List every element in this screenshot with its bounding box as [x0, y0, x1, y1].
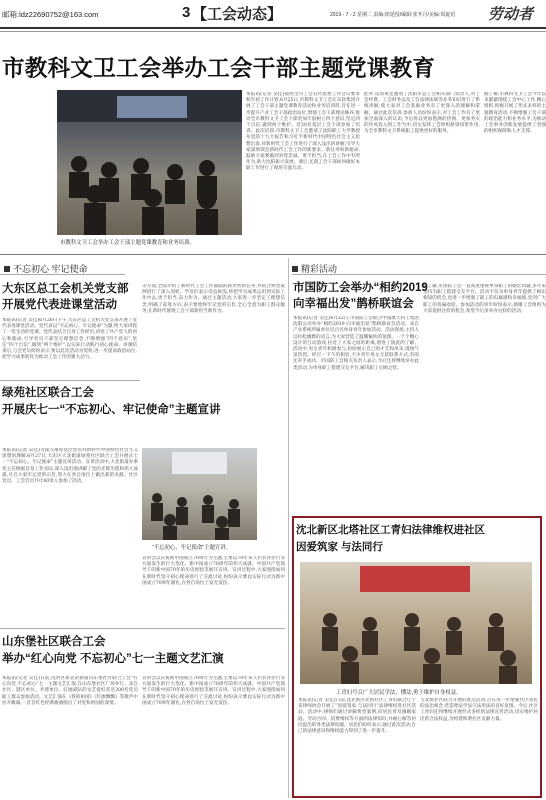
story3-headline-line1: 山东堡社区联合工会: [2, 636, 106, 648]
story2-headline-line2: 开展庆七一“不忘初心、牢记使命”主题宣讲: [2, 404, 221, 416]
date-line: 2019 - 7 - 2 星期二 责编:徐延悦/编辑:张冬月/美编:周旋语: [330, 12, 456, 18]
story5-headline-line2: 因爱筑家 与法同行: [296, 541, 383, 553]
left-section-rule: [0, 274, 125, 275]
column-separator: [288, 258, 289, 798]
lead-bottom-divider: [0, 254, 546, 255]
story1-body: 本报讯(记者 吴佳)6月26日下午,大东区总工会机关党支部开展了党代表进课堂活动。党代表以“不忘初心、牢记使命”为题,给大家讲授了一堂生动的党课。党代表结合自身工作经历,讲述了共产党人的初心和使命,引导党员干部坚定理想信念,不断增强“四个意识”,坚定“四个自信”,做到“两个维护”,以实际行动践行初心使命。讲课结束后,与会党员纷纷表示,要以此次活动为契机,进一步提高政治站位,把学习成果转化为推动工会工作的强大动力。: [2, 318, 137, 361]
story4-body: 本报讯(记者 吴佳)6月22日,市国防工会联合中国航天科工集团沈阳公司举办“相约2019 向幸福出发”鹊桥联谊会活动。来自产业系统所属单位近百名单身青年参加活动。活动现场,主持人以轻松幽默的语言,为大家营造了温馨愉快的氛围。一个个精心设计的互动游戏,拉近了大家之间的距离,增进了彼此的了解。活动中,男女青年积极参与,纷纷展示自己的才艺和风采,现场气氛热烈。经过一下午的相处,不少青年男女互留联系方式,有的还牵手成功。市国防工会相关负责人表示,今后还将继续举办此类活动,为单身职工搭建交友平台,解决职工后顾之忧。: [293, 316, 419, 371]
story5-photo: [300, 562, 532, 684]
masthead-divider-thin: [0, 31, 546, 32]
story2-headline-line1: 绿苑社区联合工会: [2, 387, 94, 399]
masthead-divider: [0, 27, 546, 29]
masthead-logo: 劳动者: [488, 5, 534, 23]
story2-body: 本报讯(记者 吴佳)为深入推进基层党员对新时代中国特色社会主义思想的理解,6月27日,大东区大北街道绿苑社区联合工会开展庆七一“不忘初心、牢记使命”主题宣讲活动。宣讲活动中,大北街道办事处主任根据自身工作实际,深入浅出地讲解了党的光辉历程和伟大成就,号召大家牢记党的宗旨,努力在各自岗位上做出新的贡献。社区党员、工会会员共计60余人参加了活动。: [2, 448, 138, 485]
story2-photo: [142, 448, 257, 540]
story3-body-col2: 宣讲会以庆祝新中国成立70周年为主题,主要以70年来人们衣食住行等方面发生的巨大变化、新中国成立70周年的伟大成就、中国共产党领导下的新中国70年的历史经验等展开宣讲。宣讲过程中,大家围绕如何在新时代坚守初心使命进行了交流讨论,纷纷表示要以实际行动为新中国成立70周年献礼,在各自岗位上发光发热。: [142, 676, 285, 706]
story4-headline: [293, 280, 428, 312]
story1-headline-line2: 开展党代表进课堂活动: [2, 299, 117, 311]
lead-body-col2: 此外,培训班还邀请了沈阳市总工会相关部门负责人,对工会经费、工会财务以及工会法律法规等业务知识进行了系统讲解,使大家对工会基础业务有了更深入的理解和掌握。通过此次培训,参训人员纷纷表示,对工会工作有了更加全面深入的认识,今后将以更加饱满的热情、更加务实的作风投入到工作当中,切实发挥工会组织桥梁纽带作用,为全市教科文卫系统职工提供更好的服务。: [364, 92, 480, 135]
right-section-rule: [292, 274, 546, 275]
lead-photo-caption: 市教科文卫工会举办工会干部主题党课教育和业务培训。: [60, 240, 195, 246]
story5-photo-caption: 工青妇号召广大居民学法、懂法,勇于维护自身权益。: [336, 690, 462, 696]
lead-photo: [57, 90, 242, 235]
story5-box: [292, 516, 542, 798]
left-section-label-text: 不忘初心 牢记使命: [13, 264, 88, 274]
story2-photo-caption: “不忘初心、牢记使命”主题宣讲。: [152, 545, 232, 551]
right-section-label-text: 精彩活动: [301, 264, 338, 274]
story5-headline-line1: 沈北新区北塔社区工青妇法律维权进社区: [296, 524, 485, 536]
section-marker-icon: [4, 266, 10, 272]
mid-col-body-a: 等方面,全面介绍了新时代工会工作面临的新形势新任务,并结合典型案例进行了深入剖析。学员们表示受益匪浅,将把学习成果运用到实际工作中去,勇于担当,奋力作为。通过主题活动,大家进一步坚定了理想信念,明确了前进方向,表示要始终牢记党的宗旨,全心全意为职工群众服务,在新时代展现工会干部新担当新作为。: [142, 284, 285, 314]
story3-body: 本报讯(记者 吴佳)日前,沈河区新北站街道山东堡社区联合工会“红心向党 不忘初心”七一主题文艺汇演,在山东堡社区广场举行。来自社区、辖区单位、共建单位、驻地部队的文艺爱好者近200名党员职工群众参加活动。文艺汇演在《我的祖国》《红旗飘飘》等歌声中拉开帷幕,一首首红色经典歌曲唱出了对党和祖国的深情。: [2, 676, 138, 706]
lead-body-col1: 本报讯(记者 吴佳)按照全市工会宣传思想工作会议要求和年初工作计划,6月25日,市教科文卫工会在东软集团开展了工会干部主题党课教育活动和业务培训班,旨在进一步提升产业工会干部政治站位,增强工会干部理论修养,推动全市教科文卫工会干部更加牢固树立四个意识,坚定四个自信,做到两个维护。近30名基层工会干部参加了培训。此次培训,市教科文卫工会邀请了沈阳职工大学教授从党的十九大报告和习近平新时代中国特色社会主义思想出发,对新时代工会工作进行了深入浅出的讲解,引导大家深刻领会新时代工会工作的新要求、新任务和新使命,鼓励大家要做到对党忠诚、勇于担当,在工会工作中有所作为,助力沈阳振兴发展。课后,还就工会干部如何做好本职工作进行了现场交流互动。: [246, 92, 360, 172]
story4-headline-line1: 市国防工会举办“相约2019: [293, 282, 428, 294]
lead-headline: 市教科文卫工会举办工会干部主题党课教育: [2, 56, 436, 81]
story4-body-col2: 据了解,市国防工会一直高度重视单身职工的婚恋问题,多年来坚持为职工搭建交友平台。活动不仅为单身青年提供了相识相知的机会,也进一步增强了职工的归属感和幸福感,受到广大职工的普遍欢迎。参加活动的青年纷纷表示,感谢工会组织为大家提供这样的机会,希望今后多举办这样的活动。: [423, 284, 546, 314]
story5-body: 本报讯(记者 吴佳)日前,沈北新区北塔社区工青妇联合辽宁省律师协会开展了“因爱筑家 与法同行”法律维权进社区活动。活动中,律师们通过讲解典型案例,向居民普及婚姻家庭、劳动合同、消费维权等方面的法律知识,并耐心解答居民提出的各类法律问题。居民们纷纷表示,通过此次活动,自己的法律意识和维权能力得到了进一步提升。: [298, 698, 416, 735]
lead-photo-image: [57, 90, 242, 235]
story1-divider: [0, 380, 140, 381]
story3-headline: [2, 634, 224, 668]
story3-headline-line2: 举办“红心向党 不忘初心”七一主题文艺汇演: [2, 653, 224, 665]
masthead: [0, 0, 546, 26]
lead-body-col3: 据了解,市教科文卫工会今年以来紧紧围绕工会中心工作,精心组织,积极开展了形式多样的主题教育活动,不断增强工会干部的政治能力和业务水平,为推动工会事业创新发展提供了坚强的组织保障和人才支撑。: [484, 92, 546, 135]
story5-body-col2: 与北塔社区联合开展的此次活动,旨在进一步增强社区居民的法治观念,营造尊法学法守法用法的良好氛围。今后,社区工青妇还将继续开展形式多样的法律宣传活动,切实维护居民的合法权益,为构建和谐社区贡献力量。: [420, 698, 538, 722]
section-title: 【工会动态】: [192, 6, 283, 23]
story4-headline-line2: 向幸福出发”鹊桥联谊会: [293, 298, 414, 310]
mid-col-body-b: 宣讲会以庆祝新中国成立70周年为主题,主要以70年来人们衣食住行等方面发生的巨大变化、新中国成立70周年的伟大成就、中国共产党领导下的新中国70年的历史经验等展开宣讲。宣讲过程中,大家围绕如何在新时代坚守初心使命进行了交流讨论,纷纷表示要以实际行动为新中国成立70周年献礼,在各自岗位上发光发热。: [142, 556, 285, 586]
story2-photo-image: [142, 448, 257, 540]
story1-headline: [2, 281, 129, 313]
story5-photo-image: [300, 562, 532, 684]
story5-headline: [296, 522, 485, 556]
story2-divider: [0, 628, 285, 629]
story1-headline-line1: 大东区总工会机关党支部: [2, 283, 129, 295]
page-number: 3: [182, 4, 191, 21]
section-marker-icon: [292, 266, 298, 272]
masthead-email: 邮箱:ldz22690752@163.com: [2, 10, 99, 19]
